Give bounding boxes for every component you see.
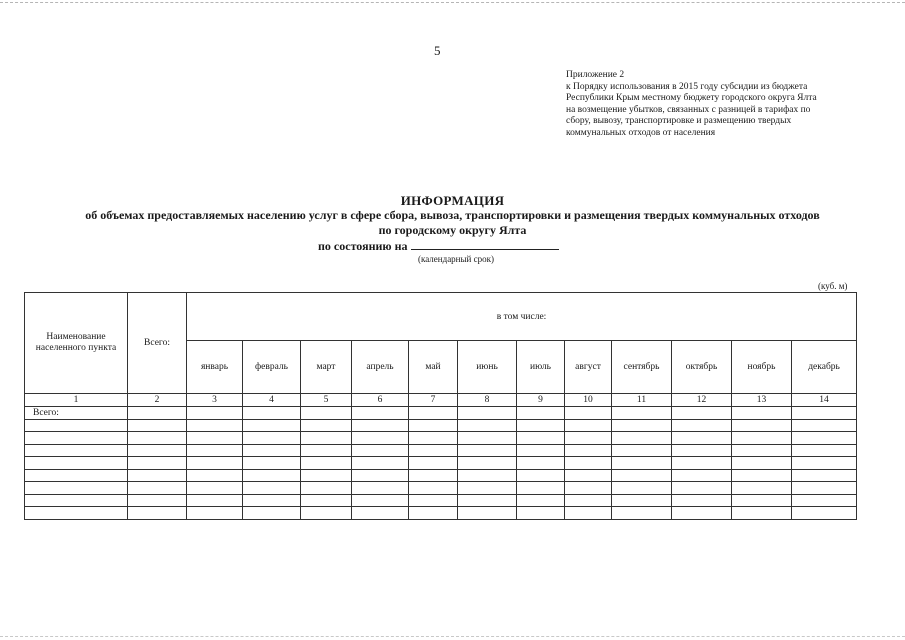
table-cell[interactable] <box>612 407 672 420</box>
table-cell[interactable] <box>187 469 243 482</box>
top-edge-line <box>0 2 905 3</box>
col-header-month: октябрь <box>672 341 732 394</box>
table-cell[interactable] <box>672 419 732 432</box>
appendix-line: сбору, вывозу, транспортировке и размещению твердых <box>566 116 792 127</box>
table-cell[interactable] <box>458 482 517 495</box>
column-number: 12 <box>672 394 732 407</box>
table-cell[interactable] <box>792 407 857 420</box>
column-number: 10 <box>565 394 612 407</box>
table-cell[interactable] <box>187 432 243 445</box>
table-cell[interactable] <box>409 457 458 470</box>
table-cell[interactable] <box>25 482 128 495</box>
appendix-line: Республики Крым местному бюджету городского округа Ялта <box>566 93 817 104</box>
table-cell[interactable] <box>25 507 128 520</box>
table-cell[interactable] <box>732 469 792 482</box>
appendix-note <box>566 70 866 140</box>
table-cell[interactable] <box>517 407 565 420</box>
table-cell[interactable] <box>25 494 128 507</box>
table-cell[interactable] <box>409 494 458 507</box>
document-subtitle: об объемах предоставляемых населению услуг в сфере сбора, вывоза, транспортировки и размещения твердых коммунальных отходов <box>85 208 820 222</box>
table-cell[interactable] <box>517 457 565 470</box>
empty-rows <box>25 419 857 519</box>
table-cell[interactable] <box>25 469 128 482</box>
table-cell[interactable] <box>243 444 301 457</box>
total-row-label: Всего: <box>25 407 128 420</box>
table-cell[interactable] <box>243 507 301 520</box>
table-cell[interactable] <box>565 482 612 495</box>
table-cell[interactable] <box>352 419 409 432</box>
table-cell[interactable] <box>517 469 565 482</box>
table-row <box>25 482 857 495</box>
table-cell[interactable] <box>409 432 458 445</box>
table-row <box>25 419 857 432</box>
col-header-month: сентябрь <box>612 341 672 394</box>
column-number: 2 <box>128 394 187 407</box>
table-cell[interactable] <box>301 432 352 445</box>
table-row <box>25 432 857 445</box>
table-cell[interactable] <box>187 494 243 507</box>
table-row <box>25 444 857 457</box>
units-label: (куб. м) <box>818 281 848 291</box>
status-date-field[interactable] <box>411 238 559 250</box>
column-number: 8 <box>458 394 517 407</box>
column-number: 3 <box>187 394 243 407</box>
table-cell[interactable] <box>243 457 301 470</box>
table-cell[interactable] <box>672 444 732 457</box>
col-header-including: в том числе: <box>187 293 857 341</box>
table-cell[interactable] <box>732 419 792 432</box>
table-cell[interactable] <box>409 444 458 457</box>
table-cell[interactable] <box>187 407 243 420</box>
table-cell[interactable] <box>187 507 243 520</box>
col-header-month: апрель <box>352 341 409 394</box>
table-cell[interactable] <box>352 494 409 507</box>
table-cell[interactable] <box>301 419 352 432</box>
table-cell[interactable] <box>301 457 352 470</box>
col-header-month: июль <box>517 341 565 394</box>
table-cell[interactable] <box>792 482 857 495</box>
column-number: 14 <box>792 394 857 407</box>
table-cell[interactable] <box>352 407 409 420</box>
col-header-settlement: Наименование населенного пункта <box>25 293 128 394</box>
table-cell[interactable] <box>672 432 732 445</box>
table-cell[interactable] <box>458 469 517 482</box>
appendix-line: коммунальных отходов от населения <box>566 127 716 138</box>
column-number: 13 <box>732 394 792 407</box>
table-cell[interactable] <box>612 482 672 495</box>
table-cell[interactable] <box>792 419 857 432</box>
table-cell[interactable] <box>565 494 612 507</box>
col-header-month: февраль <box>243 341 301 394</box>
table-cell[interactable] <box>565 469 612 482</box>
table-cell[interactable] <box>25 457 128 470</box>
table-cell[interactable] <box>243 482 301 495</box>
col-header-month: март <box>301 341 352 394</box>
table-cell[interactable] <box>792 444 857 457</box>
table-cell[interactable] <box>128 469 187 482</box>
table-cell[interactable] <box>612 494 672 507</box>
table-cell[interactable] <box>672 457 732 470</box>
document-subtitle-region: по городскому округу Ялта <box>378 223 527 237</box>
table-cell[interactable] <box>187 457 243 470</box>
col-header-month: январь <box>187 341 243 394</box>
table-cell[interactable] <box>243 469 301 482</box>
col-header-month: май <box>409 341 458 394</box>
status-date-label: по состоянию на <box>318 239 408 253</box>
table-cell[interactable] <box>458 432 517 445</box>
column-number: 11 <box>612 394 672 407</box>
table-cell[interactable] <box>352 457 409 470</box>
table-cell[interactable] <box>243 419 301 432</box>
table-cell[interactable] <box>672 507 732 520</box>
table-cell[interactable] <box>792 494 857 507</box>
table-cell[interactable] <box>128 432 187 445</box>
table-cell[interactable] <box>672 407 732 420</box>
col-header-month: июнь <box>458 341 517 394</box>
table-cell[interactable] <box>458 507 517 520</box>
table-row <box>25 507 857 520</box>
column-number: 4 <box>243 394 301 407</box>
table-cell[interactable] <box>352 444 409 457</box>
table-cell[interactable] <box>612 419 672 432</box>
table-cell[interactable] <box>301 482 352 495</box>
table-cell[interactable] <box>301 494 352 507</box>
table-cell[interactable] <box>458 419 517 432</box>
table-cell[interactable] <box>301 469 352 482</box>
table-cell[interactable] <box>517 507 565 520</box>
table-cell[interactable] <box>732 432 792 445</box>
table-cell[interactable] <box>128 482 187 495</box>
table-cell[interactable] <box>187 444 243 457</box>
table-cell[interactable] <box>128 457 187 470</box>
table-cell[interactable] <box>187 482 243 495</box>
table-cell[interactable] <box>352 482 409 495</box>
table-cell[interactable] <box>25 444 128 457</box>
status-date-row <box>318 238 559 254</box>
column-number: 7 <box>409 394 458 407</box>
table-cell[interactable] <box>612 432 672 445</box>
col-header-month: ноябрь <box>732 341 792 394</box>
table-row <box>25 469 857 482</box>
table-row <box>25 457 857 470</box>
col-header-month: август <box>565 341 612 394</box>
column-number: 1 <box>25 394 128 407</box>
table-cell[interactable] <box>409 482 458 495</box>
table-cell[interactable] <box>517 419 565 432</box>
table-cell[interactable] <box>517 432 565 445</box>
table-cell[interactable] <box>458 494 517 507</box>
column-number: 9 <box>517 394 565 407</box>
table-cell[interactable] <box>792 432 857 445</box>
table-cell[interactable] <box>732 444 792 457</box>
table-cell[interactable] <box>352 507 409 520</box>
status-date-hint: (календарный срок) <box>418 254 494 264</box>
total-row <box>25 407 857 420</box>
table-cell[interactable] <box>128 407 187 420</box>
table-cell[interactable] <box>792 469 857 482</box>
table-cell[interactable] <box>458 444 517 457</box>
table-cell[interactable] <box>792 457 857 470</box>
table-cell[interactable] <box>565 444 612 457</box>
table-cell[interactable] <box>243 494 301 507</box>
column-number: 6 <box>352 394 409 407</box>
table-cell[interactable] <box>301 507 352 520</box>
col-header-month: декабрь <box>792 341 857 394</box>
page-number: 5 <box>434 43 441 58</box>
table-cell[interactable] <box>352 469 409 482</box>
table-cell[interactable] <box>409 407 458 420</box>
col-header-total: Всего: <box>128 293 187 394</box>
table-cell[interactable] <box>458 457 517 470</box>
table-cell[interactable] <box>612 469 672 482</box>
table-cell[interactable] <box>25 419 128 432</box>
table-cell[interactable] <box>732 494 792 507</box>
table-cell[interactable] <box>243 407 301 420</box>
table-cell[interactable] <box>612 457 672 470</box>
table-cell[interactable] <box>565 419 612 432</box>
table-cell[interactable] <box>128 419 187 432</box>
table-cell[interactable] <box>565 457 612 470</box>
table-cell[interactable] <box>732 507 792 520</box>
table-cell[interactable] <box>672 469 732 482</box>
table-cell[interactable] <box>458 407 517 420</box>
table-cell[interactable] <box>128 494 187 507</box>
table-cell[interactable] <box>517 482 565 495</box>
table-cell[interactable] <box>517 444 565 457</box>
table-cell[interactable] <box>612 507 672 520</box>
table-cell[interactable] <box>409 419 458 432</box>
table-cell[interactable] <box>672 482 732 495</box>
table-cell[interactable] <box>409 469 458 482</box>
table-cell[interactable] <box>517 494 565 507</box>
table-cell[interactable] <box>25 432 128 445</box>
table-cell[interactable] <box>409 507 458 520</box>
document-title: ИНФОРМАЦИЯ <box>400 193 505 208</box>
table-cell[interactable] <box>565 507 612 520</box>
table-cell[interactable] <box>732 407 792 420</box>
table-cell[interactable] <box>732 457 792 470</box>
volumes-table <box>24 292 857 520</box>
table-cell[interactable] <box>301 407 352 420</box>
table-cell[interactable] <box>128 444 187 457</box>
table-cell[interactable] <box>187 419 243 432</box>
appendix-line: на возмещение убытков, связанных с разницей в тарифах по <box>566 104 811 115</box>
column-number: 5 <box>301 394 352 407</box>
appendix-line: к Порядку использования в 2015 году субсидии из бюджета <box>566 81 808 92</box>
table-cell[interactable] <box>301 444 352 457</box>
table-row <box>25 494 857 507</box>
table-cell[interactable] <box>243 432 301 445</box>
table-cell[interactable] <box>672 494 732 507</box>
table-cell[interactable] <box>792 507 857 520</box>
table-cell[interactable] <box>565 407 612 420</box>
table-cell[interactable] <box>612 444 672 457</box>
column-number-row <box>25 394 857 407</box>
table-cell[interactable] <box>128 507 187 520</box>
appendix-line: Приложение 2 <box>566 70 625 80</box>
table-cell[interactable] <box>732 482 792 495</box>
bottom-edge-line <box>0 636 905 637</box>
table-cell[interactable] <box>352 432 409 445</box>
table-cell[interactable] <box>565 432 612 445</box>
